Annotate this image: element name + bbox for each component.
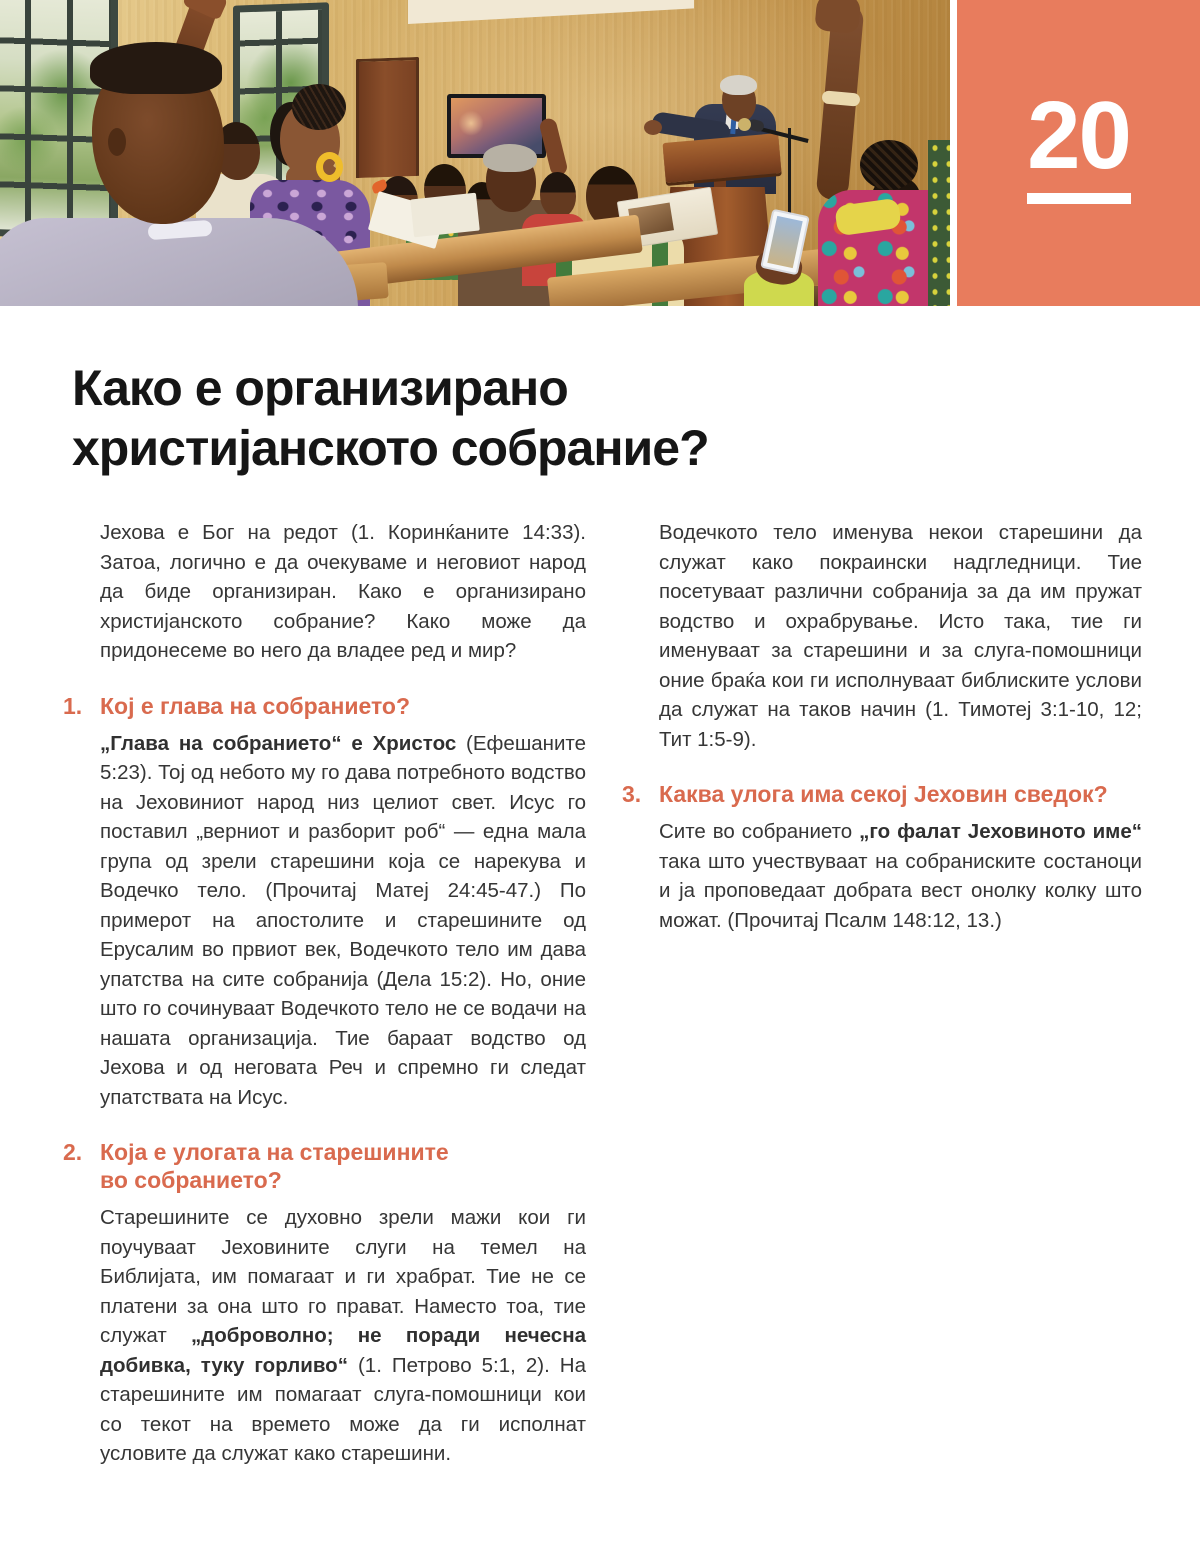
congregation-photo <box>0 0 950 306</box>
lesson-number-underline <box>1027 193 1131 204</box>
lesson-number: 20 <box>1027 82 1130 189</box>
speaker-hand <box>644 120 662 135</box>
phone-screen <box>767 216 802 268</box>
section-1 <box>63 692 586 1113</box>
audience-member-edge <box>928 140 950 306</box>
section-2-body: Старешините се духовно зрели мажи кои ги поучуваат Јеховините слуги на темел на Библијата, им помагаат и ги храбрат. Тие не се платени за она што го прават. Наместо тоа, тие служат „доброволно; не поради нечесна добивка, туку горливо“ (1. Петрово 5:1, 2). На старешините им помагаат слуга-помошници кои со текот на времето може да ги исполнат условите да служат како старешини. <box>100 1206 587 1465</box>
left-column <box>63 518 586 1469</box>
door <box>356 57 419 178</box>
section-2-question: Која е улогата на старешините во собранието? <box>100 1139 449 1193</box>
speaker-gray-hair <box>720 75 757 95</box>
intro-paragraph: Јехова е Бог на редот (1. Коринќаните 14:33). Затоа, логично е да очекуваме и неговиот народ да биде организиран. Како е организирано христијанското собрание? Како може да придонесеме во него да владее ред и мир? <box>100 521 586 662</box>
section-3-heading <box>622 780 1142 808</box>
right-column <box>622 518 1142 1469</box>
microphone-foam <box>738 118 751 131</box>
section-2-heading <box>63 1138 586 1194</box>
lesson-number-badge <box>957 0 1200 306</box>
section-1-heading <box>63 692 586 720</box>
section-1-number: 1. <box>63 692 83 719</box>
paper-leaflet <box>410 193 480 238</box>
section-1-question: Кој е глава на собранието? <box>100 692 411 719</box>
yellow-hoop-earring <box>316 152 343 182</box>
elder-gray-hair <box>483 144 537 172</box>
raised-hand <box>814 0 861 34</box>
section-3-question: Каква улога има секој Јеховин сведок? <box>659 781 1108 807</box>
top-banner <box>0 0 1200 306</box>
section-3-body: Сите во собранието „го фалат Јеховиното име“ така што учествуваат на собраниските состаноци и ја проповедаат добрата вест онолку колку што можат. (Прочитај Псалм 148:12, 13.) <box>659 820 1142 932</box>
section-3 <box>622 780 1142 935</box>
section-2 <box>63 1138 586 1469</box>
woman-braided-bun <box>860 140 918 190</box>
woman-braided-bun <box>292 84 346 130</box>
section-1-body: „Глава на собранието“ е Христос (Ефешаните 5:23). Тој од небото му го дава потребното водство на Јеховиниот народ низ целиот свет. Исус го поставил „верниот и разборит роб“ — една мала група од зрели старешини која се нарекува и Водечко тело. (Прочитај Матеј 24:45-47.) По примерот на апостолите и старешините од Ерусалим во првиот век, Водечкото тело им дава упатства на сите собранија (Дела 15:2). Но, оние што го сочинуваат Водечкото тело не се водачи на нашата организација. Тие бараат водство од Јехова и од неговата Реч и спремно ги следат упатствата на Исус. <box>100 731 586 1109</box>
section-3-number: 3. <box>622 781 642 807</box>
foreground-man-hair <box>90 42 222 94</box>
two-column-text <box>63 518 1142 1469</box>
section-2-body-continued: Водечкото тело именува некои старешини да служат како покраински надгледници. Тие посетуваат различни собранија за да им пружат водство и охрабрување. Исто така, тие ги именуваат за старешини и за слуга-помошници оние браќа кои ги исполнуваат библиските услови да служат на таков начин (1. Тимотеј 3:1-10, 12; Тит 1:5-9). <box>659 521 1142 751</box>
page-title: Како е организирано христијанското собрание? <box>72 360 709 476</box>
section-2-number: 2. <box>63 1139 83 1165</box>
foreground-man-ear <box>108 128 126 156</box>
photo-badge-divider <box>950 0 957 306</box>
audience-member <box>540 172 576 218</box>
